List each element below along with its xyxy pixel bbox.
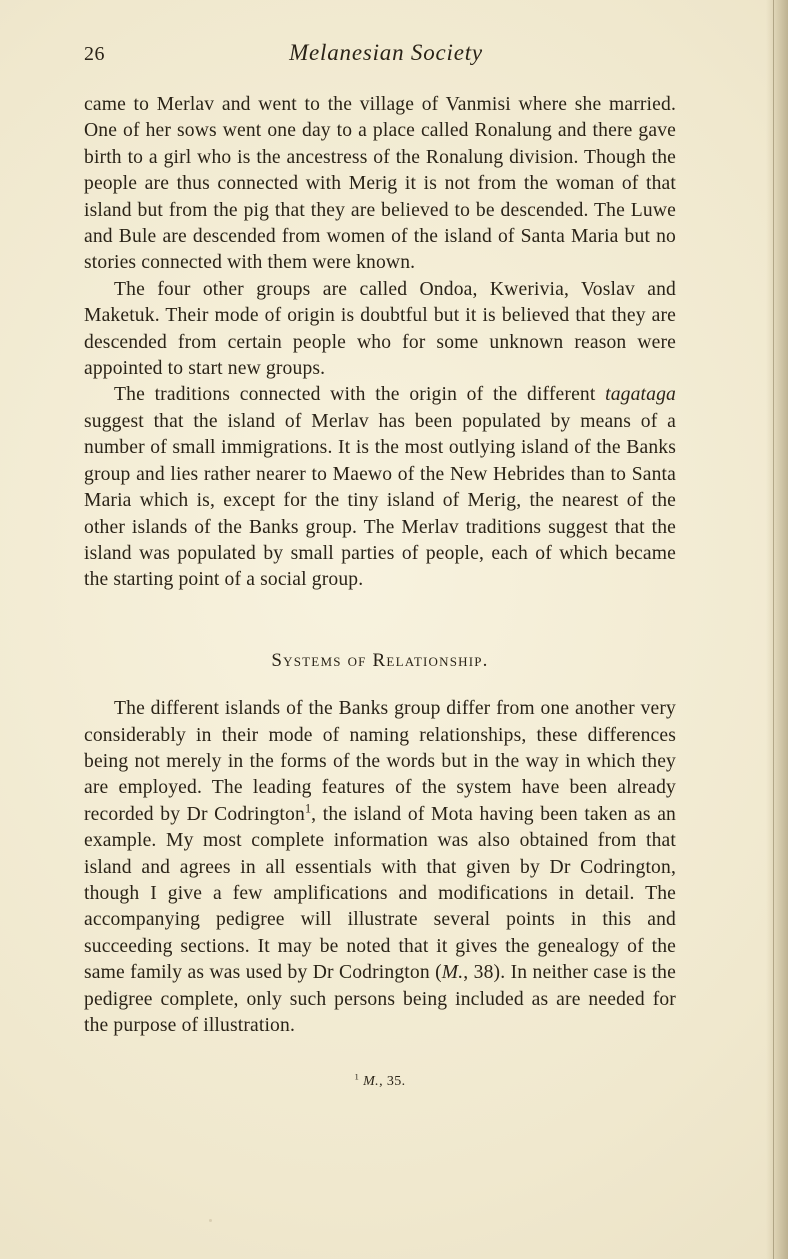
paragraph-continuation: came to Merlav and went to the village of Vanmisi where she married. One of her sows went one day to a place called Ronalung and there gave birth to a girl who is the ancestress of the Ronalung division. Though the people are thus connected with Merig it is not from the woman of that island but from the pig that they are believed to be descended. The Luwe and Bule are descended from women of the island of Santa Maria but no stories connected with them were known. bbox=[84, 94, 676, 274]
paragraph-traditions-rest: suggest that the island of Merlav has been populated by means of a number of small immigrations. It is the most outlying island of the Banks group and lies rather nearer to Maewo of the New Hebrides than to Santa Maria which is, except for the tiny island of Merig, the nearest of the other islands of the Banks group. The Merlav traditions suggest that the island was populated by small parties of people, each of which became the starting point of a social group. bbox=[84, 410, 676, 591]
paragraph-systems-lead: The different islands of the Banks group differ from one another very considerably in their mode of naming relationships, these differences being not merely in the forms of the words but in the way in which they are employed. The leading features of the system have been already recorded by Dr Codrington bbox=[84, 698, 676, 825]
page-content bbox=[84, 40, 676, 1096]
section-heading: Systems of Relationship. bbox=[271, 649, 489, 671]
page-header bbox=[84, 40, 676, 84]
footnote-reference-marker[interactable]: 1 bbox=[304, 801, 312, 816]
citation-abbrev: M. bbox=[441, 962, 464, 984]
paper-speck bbox=[209, 1219, 212, 1222]
paragraph-systems-of-relationship bbox=[84, 696, 676, 1039]
paragraph-traditions bbox=[84, 382, 676, 593]
footnote-line bbox=[354, 1071, 406, 1090]
footnote-area bbox=[84, 1067, 676, 1095]
paragraph-four-other-groups: The four other groups are called Ondoa, Kwerivia, Voslav and Maketuk. Their mode of origin is doubtful but it is believed that they are descended from certain people who for some unknown reason were appointed to start new groups. bbox=[84, 278, 676, 380]
footnote-marker: 1 bbox=[354, 1071, 360, 1082]
paragraph-systems-middle: , the island of Mota having been taken as an example. My most complete information was also obtained from that island and agrees in all essentials with that given by Dr Codrington, though I give a few amplifications and modifications in detail. The accompanying pedigree will illustrate several points in this and succeeding sections. It may be noted that it gives the genealogy of the same family as was used by Dr Codrington ( bbox=[84, 803, 676, 984]
term-tagataga: tagataga bbox=[605, 384, 676, 406]
page-edge-line bbox=[773, 0, 774, 1259]
page-edge-shading bbox=[766, 0, 788, 1259]
body-text bbox=[84, 92, 676, 1096]
paragraph-systems-tail: , 38). In neither case is the pedigree complete, only such persons being included as are needed for the purpose of illustration. bbox=[84, 962, 676, 1036]
footnote-source-abbrev: M. bbox=[363, 1074, 380, 1090]
footnote-source-page: , 35. bbox=[379, 1074, 406, 1090]
page-number: 26 bbox=[84, 43, 105, 65]
paragraph-traditions-lead: The traditions connected with the origin of the different bbox=[114, 384, 606, 406]
running-title: Melanesian Society bbox=[289, 40, 483, 65]
